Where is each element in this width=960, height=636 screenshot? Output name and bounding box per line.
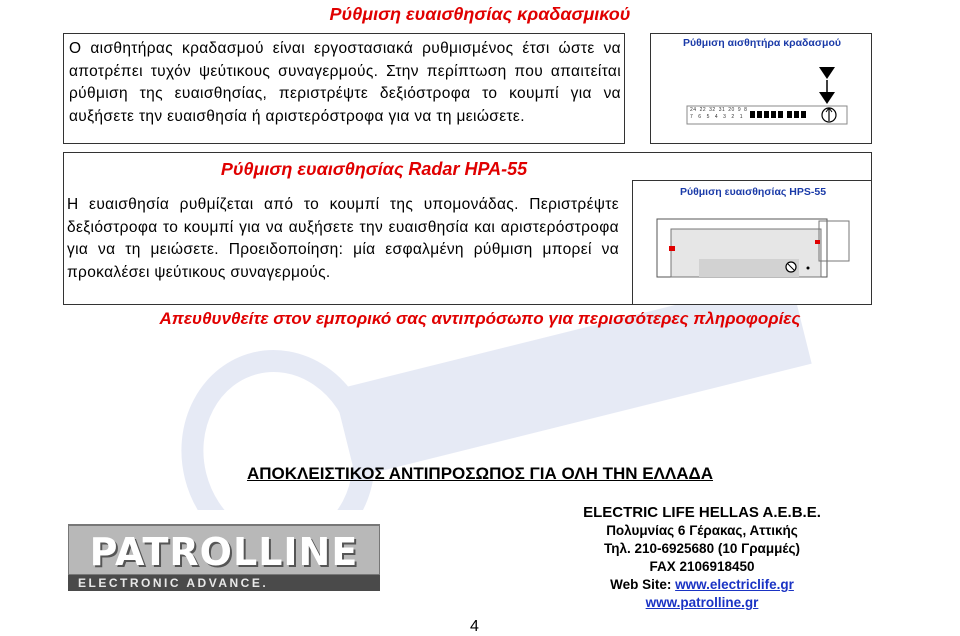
sensitivity-scale (690, 107, 747, 121)
patrolline-logo (68, 521, 380, 591)
section2-figure-caption: Ρύθμιση ευαισθησίας HPS-55 (679, 186, 827, 198)
section2-title: Ρύθμιση ευαισθησίας Radar HPA-55 (220, 159, 528, 179)
patrolline-link[interactable]: www.patrolline.gr (645, 595, 759, 610)
vibration-sensor-diagram (651, 34, 873, 145)
section1-text: Ο αισθητήρας κραδασμού είναι εργοστασιακά ρυθμισμένος έτσι ώστε να αποτρέπει τυχόν ψεύτικους συναγερμούς. Στην περίπτωση που απαιτείται ρύθμιση της ευαισθησίας, περιστρέψτε δεξιόστροφα το κουμπί για να αυξήσετε την ευαισθησία ή αριστερόστροφα για να τη μειώσετε. (69, 40, 621, 125)
logo-tagline: ELECTRONIC ADVANCE. (78, 576, 269, 590)
arrow-down-icon (819, 92, 835, 104)
company-address: Πολυμνίας 6 Γέρακας, Αττικής (606, 523, 798, 538)
section1-text-box (63, 33, 625, 144)
company-phone: Τηλ. 210-6925680 (10 Γραμμές) (604, 541, 800, 556)
arrow-up-icon (819, 67, 835, 79)
company-fax: FAX 2106918450 (649, 559, 755, 574)
section1-title: Ρύθμιση ευαισθησίας κραδασμικού (329, 4, 631, 24)
page-number: 4 (470, 618, 479, 635)
company-name: ELECTRIC LIFE HELLAS A.E.B.E. (583, 504, 821, 521)
company-web (572, 576, 832, 594)
contact-line: Απευθυνθείτε στον εμπορικό σας αντιπρόσωπο για περισσότερες πληροφορίες (159, 309, 801, 328)
exclusive-heading: ΑΠΟΚΛΕΙΣΤΙΚΟΣ ΑΝΤΙΠΡΟΣΩΠΟΣ ΓΙΑ ΟΛΗ ΤΗΝ ΕΛΛΑΔΑ (246, 464, 714, 483)
scale-top: 24 22 32 31 20 9 8 (690, 107, 748, 113)
hps55-module-diagram (633, 181, 873, 305)
section1-figure-box (650, 33, 872, 144)
section1-figure-caption: Ρύθμιση αισθητήρα κραδασμού (682, 37, 842, 49)
section2-box (63, 152, 872, 305)
scale-bottom: 7 6 5 4 3 2 1 (690, 114, 743, 120)
electriclife-link[interactable]: www.electriclife.gr (675, 577, 794, 592)
company-contact (572, 504, 832, 612)
web-label: Web Site: (610, 577, 676, 592)
section2-text: Η ευαισθησία ρυθμίζεται από το κουμπί της υπομονάδας. Περιστρέψτε δεξιόστροφα το κουμπί για να αυξήσετε την ευαισθησία και αριστερόστροφα για να τη μειώσετε. Προειδοποίηση: μία εσφαλμένη ρύθμιση μπορεί να προκαλέσει ψεύτικους συναγερμούς. (67, 196, 619, 281)
logo-brand-text: PATROLLINE (89, 530, 359, 574)
